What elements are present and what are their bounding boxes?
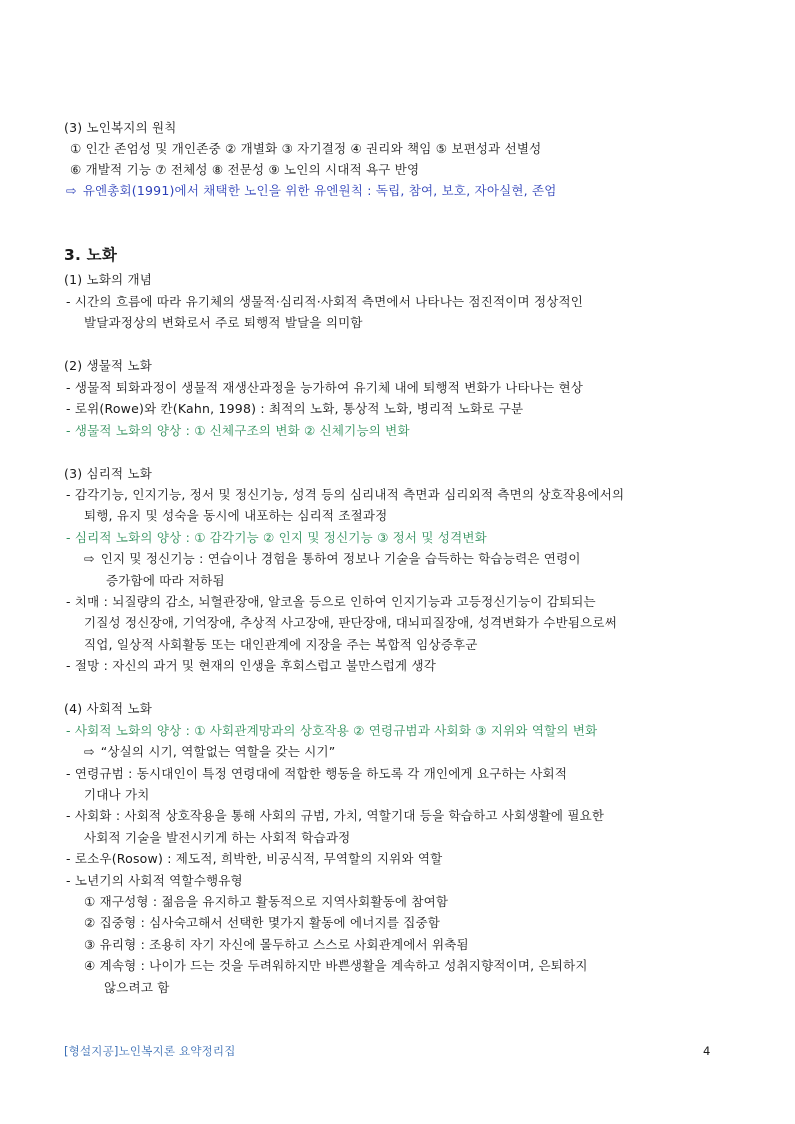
dementia-line-2: 기질성 정신장애, 기억장애, 추상적 사고장애, 판단장애, 대뇌피질장애, 성격변화가 수반됨으로써 xyxy=(84,615,617,630)
section-title-welfare-principles: (3) 노인복지의 원칙 xyxy=(64,120,177,135)
page-number: 4 xyxy=(703,1044,711,1058)
psy-aging-aspects: - 심리적 노화의 양상 : ① 감각기능 ② 인지 및 정신기능 ③ 정서 및 성격변화 xyxy=(66,530,487,545)
arrow-right-icon: ⇨ xyxy=(84,744,95,759)
age-norm-line-2: 기대나 가치 xyxy=(84,787,150,802)
role-type-1: ① 재구성형 : 젊음을 유지하고 활동적으로 지역사회활동에 참여함 xyxy=(84,894,449,909)
bio-aging-aspects: - 생물적 노화의 양상 : ① 신체구조의 변화 ② 신체기능의 변화 xyxy=(66,423,410,438)
arrow-right-icon: ⇨ xyxy=(66,183,77,198)
aging-concept-line-1: - 시간의 흐름에 따라 유기체의 생물적·심리적·사회적 측면에서 나타나는 점진적이며 정상적인 xyxy=(66,294,584,309)
un-principles-text: 유엔총회(1991)에서 채택한 노인을 위한 유엔원칙 : 독립, 참여, 보호, 자아실현, 존엄 xyxy=(82,183,557,198)
section-title-social-aging: (4) 사회적 노화 xyxy=(64,701,153,716)
section-title-biological-aging: (2) 생물적 노화 xyxy=(64,358,153,373)
social-aging-quote xyxy=(84,744,335,760)
role-types-heading: - 노년기의 사회적 역할수행유형 xyxy=(66,873,243,888)
psy-aging-line-2: 퇴행, 유지 및 성숙을 동시에 내포하는 심리적 조절과정 xyxy=(84,508,388,523)
psy-cognitive-note xyxy=(84,551,581,567)
role-type-3: ③ 유리형 : 조용히 자기 자신에 몰두하고 스스로 사회관계에서 위축됨 xyxy=(84,937,469,952)
dementia-line-1: - 치매 : 뇌질량의 감소, 뇌혈관장애, 알코올 등으로 인하여 인지기능과 고등정신기능이 감퇴되는 xyxy=(66,594,596,609)
arrow-right-icon: ⇨ xyxy=(84,551,95,566)
bio-aging-line-2: - 로위(Rowe)와 칸(Kahn, 1998) : 최적의 노화, 통상적 노화, 병리적 노화로 구분 xyxy=(66,401,524,416)
rosow-line: - 로소우(Rosow) : 제도적, 희박한, 비공식적, 무역할의 지위와 역할 xyxy=(66,851,443,866)
role-type-4: ④ 계속형 : 나이가 드는 것을 두려워하지만 바쁜생활을 계속하고 성취지향적이며, 은퇴하지 xyxy=(84,958,588,973)
psy-cognitive-text-cont: 증가함에 따라 저하됨 xyxy=(106,573,225,588)
aging-concept-line-2: 발달과정상의 변화로서 주로 퇴행적 발달을 의미함 xyxy=(84,315,363,330)
footer-book-title: [형설지공]노인복지론 요약정리집 xyxy=(64,1044,236,1058)
chapter-heading-aging: 3. 노화 xyxy=(64,246,118,264)
principles-list-2: ⑥ 개발적 기능 ⑦ 전체성 ⑧ 전문성 ⑨ 노인의 시대적 욕구 반영 xyxy=(70,162,420,177)
section-title-psychological-aging: (3) 심리적 노화 xyxy=(64,466,153,481)
section-title-aging-concept: (1) 노화의 개념 xyxy=(64,272,153,287)
dementia-line-3: 직업, 일상적 사회활동 또는 대인관계에 지장을 주는 복합적 임상증후군 xyxy=(84,637,478,652)
social-aging-quote-text: “상실의 시기, 역할없는 역할을 갖는 시기” xyxy=(100,744,336,759)
psy-cognitive-text: 인지 및 정신기능 : 연습이나 경험을 통하여 정보나 기술을 습득하는 학습능력은 연령이 xyxy=(100,551,581,566)
psy-aging-line-1: - 감각기능, 인지기능, 정서 및 정신기능, 성격 등의 심리내적 측면과 심리외적 측면의 상호작용에서의 xyxy=(66,487,625,502)
socialization-line-2: 사회적 기술을 발전시키게 하는 사회적 학습과정 xyxy=(84,830,351,845)
role-type-2: ② 집중형 : 심사숙고해서 선택한 몇가지 활동에 에너지를 집중함 xyxy=(84,915,441,930)
social-aging-aspects: - 사회적 노화의 양상 : ① 사회관계망과의 상호작용 ② 연령규범과 사회화 ③ 지위와 역할의 변화 xyxy=(66,723,598,738)
principles-list-1: ① 인간 존엄성 및 개인존중 ② 개별화 ③ 자기결정 ④ 권리와 책임 ⑤ 보편성과 선별성 xyxy=(70,141,542,156)
age-norm-line-1: - 연령규범 : 동시대인이 특정 연령대에 적합한 행동을 하도록 각 개인에게 요구하는 사회적 xyxy=(66,766,568,781)
despair-line: - 절망 : 자신의 과거 및 현재의 인생을 후회스럽고 불만스럽게 생각 xyxy=(66,658,437,673)
socialization-line-1: - 사회화 : 사회적 상호작용을 통해 사회의 규범, 가치, 역할기대 등을 학습하고 사회생활에 필요한 xyxy=(66,808,605,823)
bio-aging-line-1: - 생물적 퇴화과정이 생물적 재생산과정을 능가하여 유기체 내에 퇴행적 변화가 나타나는 현상 xyxy=(66,380,584,395)
un-principles-note xyxy=(66,183,557,199)
role-type-4-cont: 않으려고 함 xyxy=(104,980,170,995)
